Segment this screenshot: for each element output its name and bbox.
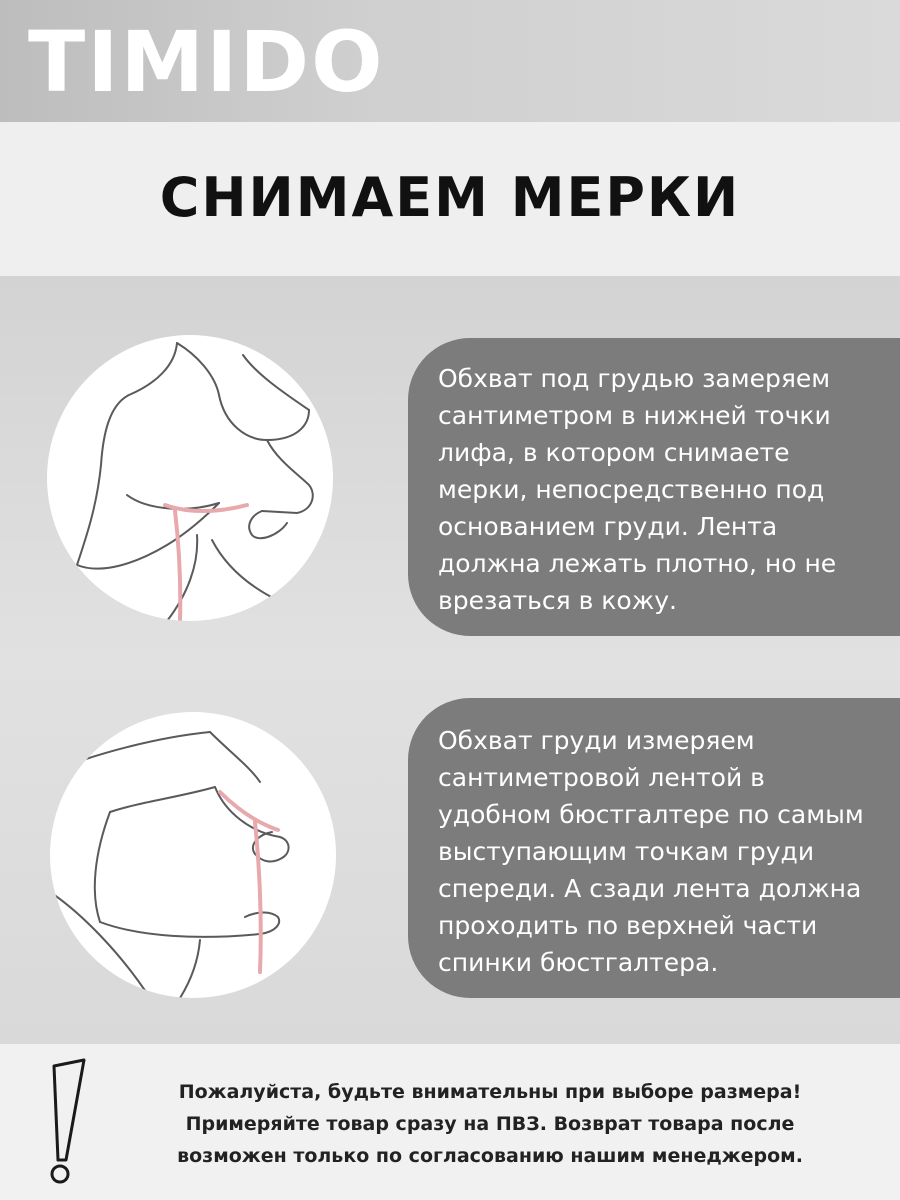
figure-sketch: [47, 335, 333, 621]
instruction-line: проходить по верхней части: [438, 911, 818, 940]
instruction-line: должна лежать плотно, но не: [438, 549, 837, 578]
underbust-measurement-illustration: [47, 335, 333, 621]
instruction-line: спинки бюстгалтера.: [438, 948, 719, 977]
instruction-line: Обхват груди измеряем: [438, 726, 755, 755]
warning-line: возможен только по согласованию нашим менеджером.: [177, 1145, 803, 1167]
figure-sketch: [50, 712, 336, 998]
instruction-line: удобном бюстгалтере по самым: [438, 800, 864, 829]
warning-line: Пожалуйста, будьте внимательны при выборе размера!: [178, 1081, 802, 1103]
instruction-line: сантиметром в нижней точки: [438, 401, 831, 430]
warning-line: Примеряйте товар сразу на ПВЗ. Возврат товара после: [185, 1113, 795, 1135]
bust-measurement-illustration: [50, 712, 336, 998]
instruction-line: основанием груди. Лента: [438, 512, 778, 541]
instruction-line: мерки, непосредственно под: [438, 475, 825, 504]
page-title: СНИМАЕМ МЕРКИ: [159, 166, 741, 229]
underbust-instruction-card: [408, 338, 900, 636]
instruction-line: выступающим точкам груди: [438, 837, 815, 866]
exclamation-icon: [34, 1056, 94, 1188]
bust-instruction-card: [408, 698, 900, 998]
instruction-line: Обхват под грудью замеряем: [438, 364, 831, 393]
instruction-line: спереди. А сзади лента должна: [438, 874, 862, 903]
brand-logo: TIMIDO: [28, 13, 385, 111]
instruction-line: врезаться в кожу.: [438, 586, 677, 615]
instruction-line: сантиметровой лентой в: [438, 763, 765, 792]
warning-text: [110, 1076, 870, 1172]
instruction-line: лифа, в котором снимаете: [438, 438, 790, 467]
header-band: [0, 0, 900, 122]
